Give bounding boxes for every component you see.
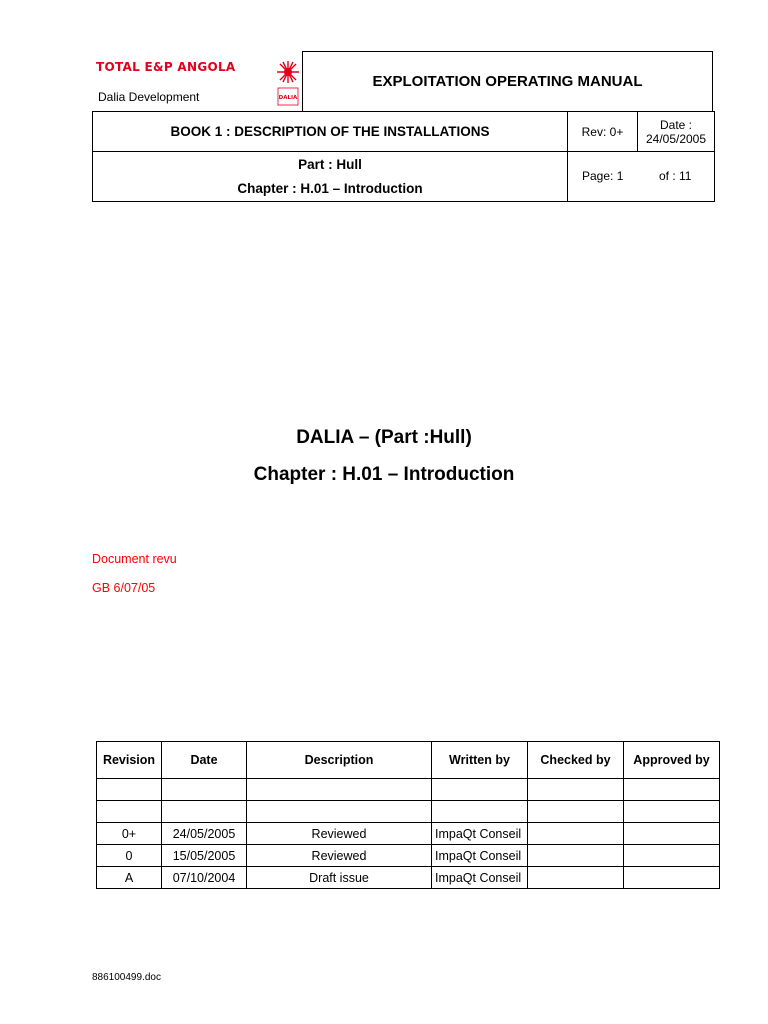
revision-table bbox=[96, 741, 720, 889]
written-by-cell bbox=[432, 779, 528, 801]
part-label: Part : Hull bbox=[298, 156, 362, 172]
chapter-label: Chapter : H.01 – Introduction bbox=[237, 180, 423, 196]
description-cell: Reviewed bbox=[247, 845, 432, 867]
description-cell: Reviewed bbox=[247, 823, 432, 845]
page-cell bbox=[568, 152, 714, 201]
date-cell: 24/05/2005 bbox=[162, 823, 247, 845]
company-logo bbox=[92, 51, 302, 112]
company-name: TOTAL E&P ANGOLA bbox=[96, 60, 236, 74]
date-cell: 07/10/2004 bbox=[162, 867, 247, 889]
written-by-cell: ImpaQt Conseil bbox=[432, 867, 528, 889]
written-by-cell: ImpaQt Conseil bbox=[432, 823, 528, 845]
document-title bbox=[0, 419, 768, 493]
header-grid bbox=[92, 111, 715, 202]
review-note bbox=[92, 545, 177, 603]
revision-table-header bbox=[97, 742, 720, 779]
revision-cell bbox=[97, 779, 162, 801]
document-header bbox=[92, 51, 715, 202]
revision-cell bbox=[97, 801, 162, 823]
approved-by-cell bbox=[624, 801, 720, 823]
checked-by-cell bbox=[528, 845, 624, 867]
approved-by-cell bbox=[624, 823, 720, 845]
revision-cell: 0+ bbox=[97, 823, 162, 845]
review-note-line-1: Document revu bbox=[92, 552, 177, 566]
date-value: 24/05/2005 bbox=[645, 131, 707, 146]
checked-by-cell bbox=[528, 867, 624, 889]
title-line-2: Chapter : H.01 – Introduction bbox=[253, 464, 515, 485]
header-date: Date bbox=[162, 742, 247, 779]
book-title: BOOK 1 : DESCRIPTION OF THE INSTALLATIONS bbox=[93, 112, 568, 152]
revision-cell: A bbox=[97, 867, 162, 889]
checked-by-cell bbox=[528, 823, 624, 845]
footer-filename: 886100499.doc bbox=[92, 972, 161, 983]
header-written-by: Written by bbox=[432, 742, 528, 779]
table-row bbox=[97, 779, 720, 801]
emblem-label: DALIA bbox=[278, 95, 298, 101]
project-name: Dalia Development bbox=[98, 90, 200, 104]
table-row bbox=[97, 845, 720, 867]
date-cell bbox=[638, 112, 714, 152]
checked-by-cell bbox=[528, 779, 624, 801]
header-description: Description bbox=[247, 742, 432, 779]
approved-by-cell bbox=[624, 845, 720, 867]
description-cell: Draft issue bbox=[247, 867, 432, 889]
table-row bbox=[97, 801, 720, 823]
page-total: of : 11 bbox=[659, 169, 692, 183]
date-label: Date : bbox=[659, 117, 692, 132]
table-row bbox=[97, 867, 720, 889]
description-cell bbox=[247, 801, 432, 823]
title-line-1: DALIA – (Part :Hull) bbox=[296, 427, 472, 448]
date-cell bbox=[162, 779, 247, 801]
written-by-cell: ImpaQt Conseil bbox=[432, 845, 528, 867]
checked-by-cell bbox=[528, 801, 624, 823]
revision-cell: Rev: 0+ bbox=[568, 112, 638, 152]
header-checked-by: Checked by bbox=[528, 742, 624, 779]
date-cell bbox=[162, 801, 247, 823]
revision-cell: 0 bbox=[97, 845, 162, 867]
dalia-emblem-icon bbox=[275, 57, 301, 107]
review-note-line-2: GB 6/07/05 bbox=[92, 581, 156, 595]
table-row bbox=[97, 823, 720, 845]
approved-by-cell bbox=[624, 779, 720, 801]
approved-by-cell bbox=[624, 867, 720, 889]
written-by-cell bbox=[432, 801, 528, 823]
description-cell bbox=[247, 779, 432, 801]
header-revision: Revision bbox=[97, 742, 162, 779]
manual-title: EXPLOITATION OPERATING MANUAL bbox=[302, 51, 713, 111]
date-cell: 15/05/2005 bbox=[162, 845, 247, 867]
part-cell bbox=[93, 152, 568, 201]
page-number: Page: 1 bbox=[582, 169, 624, 183]
header-approved-by: Approved by bbox=[624, 742, 720, 779]
